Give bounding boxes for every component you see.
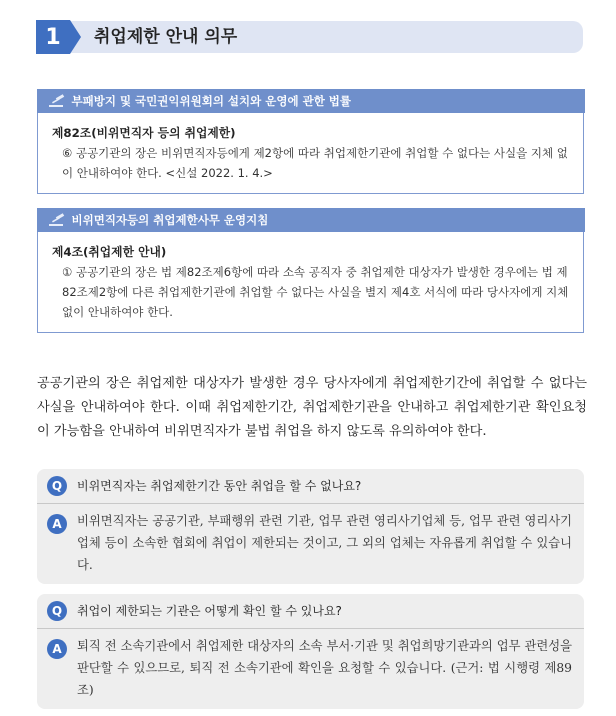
answer-text: 비위면직자는 공공기관, 부패행위 관련 기관, 업무 관련 영리사기업체 등, 업무 관련 영리사기업체 등이 소속한 협회에 취업이 제한되는 것이고, 그 외의 업체는 자유롭게 취업할 수 있습니다. (77, 514, 572, 572)
law-article-text: ① 공공기관의 장은 법 제82조제6항에 따라 소속 공직자 중 취업제한 대상자가 발생한 경우에는 법 제82조제2항에 다른 취업제한기관에 취업할 수 없다는 사실을 별지 제4호 서식에 따라 당사자에게 지체 없이 안내하여야 한다. (62, 265, 569, 319)
law-box-title: 비위면직자등의 취업제한사무 운영지침 (71, 213, 269, 227)
answer-row (37, 504, 584, 584)
qa-box-2 (37, 594, 584, 709)
law-box-body (38, 113, 583, 193)
law-box-title: 부패방지 및 국민권익위원회의 설치와 운영에 관한 법률 (71, 94, 352, 108)
answer-badge-icon: A (47, 639, 67, 659)
gavel-icon (47, 213, 67, 227)
law-article-title: 제82조(비위면직자 등의 취업제한) (52, 126, 236, 140)
question-text: 취업이 제한되는 기관은 어떻게 확인 할 수 있나요? (77, 604, 342, 618)
section-header (36, 20, 583, 54)
law-box-header (37, 89, 585, 113)
question-row (37, 469, 584, 504)
body-paragraph: 공공기관의 장은 취업제한 대상자가 발생한 경우 당사자에게 취업제한기간에 취업할 수 없다는 사실을 안내하여야 한다. 이때 취업제한기간, 취업제한기관을 안내하고 취업제한기관 확인요청이 가능함을 안내하여 비위면직자가 불법 취업을 하지 않도록 유의하여야 한다. (37, 376, 587, 439)
section-arrow-icon (70, 20, 81, 54)
answer-text: 퇴직 전 소속기관에서 취업제한 대상자의 소속 부서·기관 및 취업희망기관과의 업무 관련성을 판단할 수 있으므로, 퇴직 전 소속기관에 확인을 요청할 수 있습니다. (근거: 법 시행령 제89조) (77, 639, 572, 697)
law-article-text: ⑥ 공공기관의 장은 비위면직자등에게 제2항에 따라 취업제한기관에 취업할 수 없다는 사실을 지체 없이 안내하여야 한다. <신설 2022. 1. 4.> (62, 146, 568, 180)
gavel-icon (47, 94, 67, 108)
section-number: 1 (36, 20, 70, 54)
law-box-body (38, 232, 583, 332)
question-text: 비위면직자는 취업제한기간 동안 취업을 할 수 없나요? (77, 479, 362, 493)
question-row (37, 594, 584, 629)
law-article-title: 제4조(취업제한 안내) (52, 245, 167, 259)
question-badge-icon: Q (47, 476, 67, 496)
answer-row (37, 629, 584, 709)
law-box-header (37, 208, 585, 232)
qa-box-1 (37, 469, 584, 584)
question-badge-icon: Q (47, 601, 67, 621)
answer-badge-icon: A (47, 514, 67, 534)
law-box-anti-corruption-act (37, 89, 584, 194)
law-box-guideline (37, 208, 584, 333)
section-title: 취업제한 안내 의무 (94, 27, 238, 47)
